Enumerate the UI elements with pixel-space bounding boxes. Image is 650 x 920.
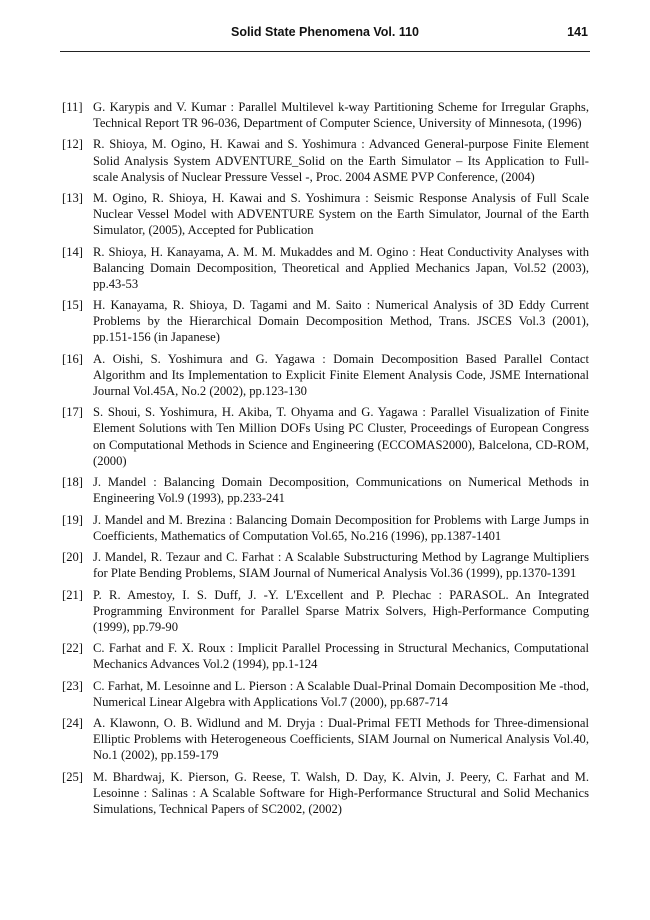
reference-number: [19] [62, 512, 83, 527]
reference-text: J. Mandel : Balancing Domain Decomposition, Communications on Numerical Methods in Engineering Vol.9 (1993), pp.233-241 [93, 475, 589, 506]
reference-item [62, 715, 589, 763]
reference-text: R. Shioya, M. Ogino, H. Kawai and S. Yoshimura : Advanced General-purpose Finite Element Solid Analysis System ADVENTURE_Solid on the Earth Simulator – Its Application to Full-scale Analysis of Nuclear Pressure Vessel -, Proc. 2004 ASME PVP Conference, (2004) [93, 137, 589, 184]
reference-number: [22] [62, 641, 83, 656]
header-rule [60, 51, 590, 52]
reference-text: A. Oishi, S. Yoshimura and G. Yagawa : Domain Decomposition Based Parallel Contact Algorithm and Its Implementation to Explicit Finite Element Analysis Code, JSME International Journal Vol.45A, No.2 (2002), pp.123-130 [93, 351, 589, 398]
reference-item [62, 512, 589, 544]
reference-number: [13] [62, 191, 83, 206]
reference-text: C. Farhat and F. X. Roux : Implicit Parallel Processing in Structural Mechanics, Computational Mechanics Advances Vol.2 (1994), pp.1-124 [93, 641, 589, 672]
reference-number: [18] [62, 475, 83, 490]
reference-item [62, 351, 589, 399]
reference-item [62, 244, 589, 292]
reference-number: [20] [62, 550, 83, 565]
reference-number: [21] [62, 587, 83, 602]
page-number: 141 [567, 25, 588, 39]
reference-number: [14] [62, 244, 83, 259]
reference-item [62, 297, 589, 345]
reference-item [62, 136, 589, 184]
running-header [60, 22, 590, 44]
reference-text: H. Kanayama, R. Shioya, D. Tagami and M. Saito : Numerical Analysis of 3D Eddy Current Problems by the Hierarchical Domain Decomposition Method, Trans. JSCES Vol.3 (2001), pp.151-156 (in Japanese) [93, 298, 589, 345]
reference-item [62, 640, 589, 672]
reference-number: [23] [62, 678, 83, 693]
reference-item [62, 474, 589, 506]
reference-number: [24] [62, 716, 83, 731]
reference-item [62, 769, 589, 817]
reference-number: [12] [62, 137, 83, 152]
reference-text: A. Klawonn, O. B. Widlund and M. Dryja : Dual-Primal FETI Methods for Three-dimensional Elliptic Problems with Heterogeneous Coefficients, SIAM Journal on Numerical Analysis Vol.40, No.1 (2002), pp.159-179 [93, 716, 589, 763]
reference-item [62, 549, 589, 581]
reference-text: R. Shioya, H. Kanayama, A. M. M. Mukaddes and M. Ogino : Heat Conductivity Analyses with Balancing Domain Decomposition, Theoretical and Applied Mechanics Japan, Vol.52 (2003), pp.43-53 [93, 244, 589, 291]
reference-item [62, 404, 589, 468]
reference-text: G. Karypis and V. Kumar : Parallel Multilevel k-way Partitioning Scheme for Irregular Graphs, Technical Report TR 96-036, Department of Computer Science, University of Minnesota, (1996) [93, 100, 589, 131]
reference-item [62, 678, 589, 710]
reference-item [62, 99, 589, 131]
reference-text: S. Shoui, S. Yoshimura, H. Akiba, T. Ohyama and G. Yagawa : Parallel Visualization of Finite Element Solutions with Ten Million DOFs Using PC Cluster, Proceedings of European Congress on Computational Methods in Science and Engineering (ECCOMAS2000), Balcelona, CD-ROM, (2000) [93, 405, 589, 468]
reference-item [62, 190, 589, 238]
reference-text: C. Farhat, M. Lesoinne and L. Pierson : A Scalable Dual-Prinal Domain Decomposition Me -thod, Numerical Linear Algebra with Applications Vol.7 (2000), pp.687-714 [93, 678, 589, 709]
reference-text: P. R. Amestoy, I. S. Duff, J. -Y. L'Excellent and P. Plechac : PARASOL. An Integrated Programming Environment for Parallel Sparse Matrix Solvers, High-Performance Computing (1999), pp.79-90 [93, 587, 589, 634]
reference-text: J. Mandel, R. Tezaur and C. Farhat : A Scalable Substructuring Method by Lagrange Multipliers for Plate Bending Problems, SIAM Journal of Numerical Analysis Vol.36 (1999), pp.1370-1391 [93, 550, 589, 581]
reference-number: [17] [62, 405, 83, 420]
reference-list [62, 99, 589, 822]
reference-number: [11] [62, 100, 83, 114]
reference-text: J. Mandel and M. Brezina : Balancing Domain Decomposition for Problems with Large Jumps in Coefficients, Mathematics of Computation Vol.65, No.216 (1996), pp.1387-1401 [93, 512, 589, 543]
reference-number: [25] [62, 769, 83, 784]
reference-text: M. Ogino, R. Shioya, H. Kawai and S. Yoshimura : Seismic Response Analysis of Full Scale Nuclear Vessel Model with ADVENTURE System on the Earth Simulator, Journal of the Earth Simulator, (2005), Accepted for Publication [93, 191, 589, 238]
journal-title: Solid State Phenomena Vol. 110 [230, 25, 420, 39]
reference-number: [16] [62, 351, 83, 366]
reference-text: M. Bhardwaj, K. Pierson, G. Reese, T. Walsh, D. Day, K. Alvin, J. Peery, C. Farhat and M. Lesoinne : Salinas : A Scalable Software for High-Performance Structural and Solid Mechanics Simulations, Technical Papers of SC2002, (2002) [93, 769, 589, 816]
reference-number: [15] [62, 298, 83, 313]
reference-item [62, 587, 589, 635]
